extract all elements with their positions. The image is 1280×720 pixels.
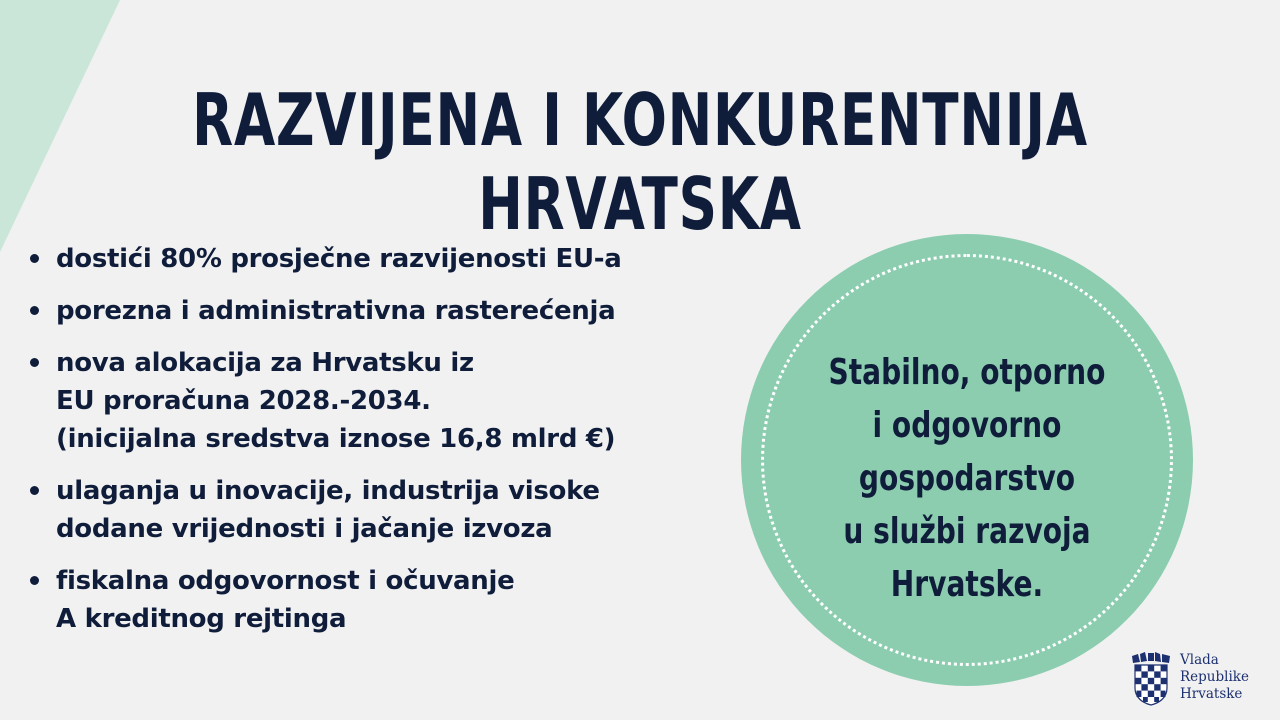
circle-text-line: Stabilno, otporno [828,352,1106,393]
government-logo [1130,650,1270,710]
bullet-dot-icon [30,576,39,585]
bullet-text: dostići 80% prosječne razvijenosti EU-a [56,244,622,274]
highlight-circle [741,234,1193,686]
bullet-dot-icon [30,358,39,367]
bullet-text: dodane vrijednosti i jačanje izvoza [56,514,553,544]
bullet-text: ulaganja u inovacije, industrija visoke [56,476,600,506]
bullet-dot-icon [30,306,39,315]
circle-text-line: i odgovorno [872,405,1062,446]
circle-text-line: Hrvatske. [890,564,1044,605]
bullet-text: (inicijalna sredstva iznose 16,8 mlrd €) [56,424,616,454]
bullet-item [28,562,728,638]
logo-text-line: Vlada [1180,652,1219,668]
decorative-corner-triangle [0,0,120,252]
bullet-text: nova alokacija za Hrvatsku iz [56,348,474,378]
logo-text-line: Republike [1180,669,1249,685]
bullet-item [28,472,728,548]
bullet-list [28,240,728,652]
bullet-dot-icon [30,486,39,495]
bullet-text: porezna i administrativna rasterećenja [56,296,616,326]
bullet-item [28,292,728,330]
bullet-text: A kreditnog rejtinga [56,604,347,634]
coat-of-arms-icon [1130,652,1172,706]
bullet-text: fiskalna odgovornost i očuvanje [56,566,515,596]
logo-text-line: Hrvatske [1180,686,1243,702]
bullet-item [28,344,728,458]
page-title: RAZVIJENA I KONKURENTNIJA HRVATSKA [192,78,1088,246]
bullet-text: EU proračuna 2028.-2034. [56,386,431,416]
circle-statement [791,346,1144,611]
circle-text-line: gospodarstvo [858,458,1076,499]
circle-text-line: u službi razvoja [843,511,1091,552]
logo-wordmark [1180,652,1249,703]
bullet-dot-icon [30,254,39,263]
bullet-item [28,240,728,278]
